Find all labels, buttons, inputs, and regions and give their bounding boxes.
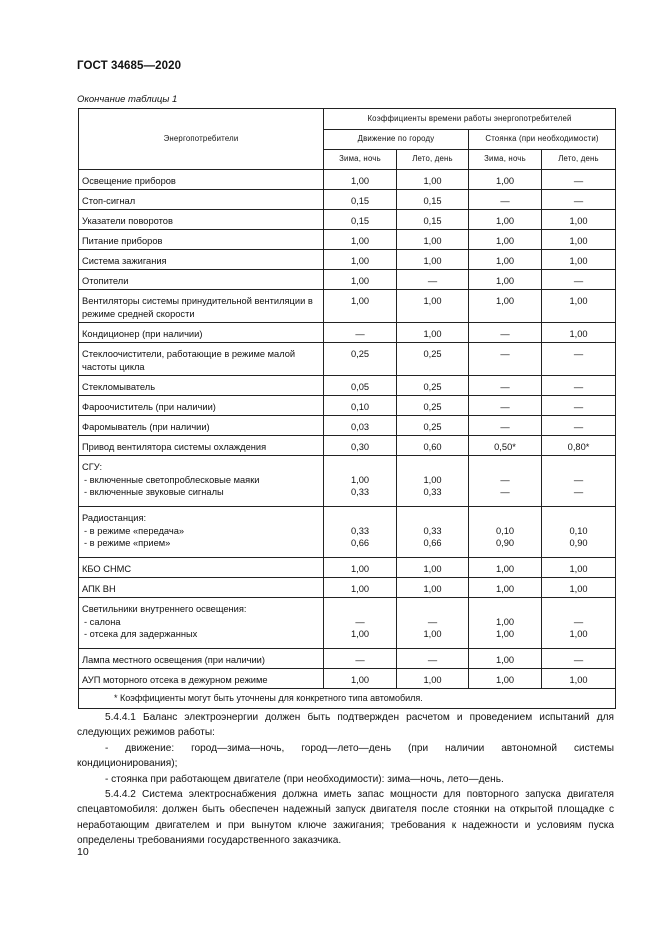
document-header: ГОСТ 34685—2020: [77, 60, 182, 72]
table-row: АПК ВН 1,00 1,00 1,00 1,00: [79, 578, 616, 598]
table-row: АУП моторного отсека в дежурном режиме 1,00 1,00 1,00 1,00: [79, 669, 616, 689]
header-coefficients: Коэффициенты времени работы энергопотребителей: [324, 109, 616, 130]
lights-title: Светильники внутреннего освещения:: [82, 604, 247, 614]
table-row: Кондиционер (при наличии) — 1,00 — 1,00: [79, 323, 616, 343]
header-parking: Стоянка (при необходимости): [469, 130, 616, 150]
table-row: КБО СНМС 1,00 1,00 1,00 1,00: [79, 558, 616, 578]
header-consumers: Энергопотребители: [79, 109, 324, 170]
table-row: Отопители 1,00 — 1,00 —: [79, 270, 616, 290]
table-row-sgu: СГУ: - включенные светопроблесковые маяки - включенные звуковые сигналы 1,00 0,33 1,00 0,33 — — — —: [79, 456, 616, 507]
table-row: Лампа местного освещения (при наличии) — — 1,00 —: [79, 649, 616, 669]
table-footnote: * Коэффициенты могут быть уточнены для конкретного типа автомобиля.: [79, 689, 616, 709]
table-row: Стеклоочистители, работающие в режиме малой частоты цикла 0,25 0,25 — —: [79, 343, 616, 376]
table-caption: Окончание таблицы 1: [77, 94, 178, 105]
table-row: Вентиляторы системы принудительной вентиляции в режиме средней скорости 1,00 1,00 1,00 1,00: [79, 290, 616, 323]
table-row-radio: Радиостанция: - в режиме «передача» - в режиме «прием» 0,33 0,66 0,33 0,66 0,10 0,90 0,10 0,90: [79, 507, 616, 558]
paragraph-list-item: - стоянка при работающем двигателе (при необходимости): зима—ночь, лето—день.: [105, 773, 504, 785]
table-row: Привод вентилятора системы охлаждения 0,30 0,60 0,50* 0,80*: [79, 436, 616, 456]
table-row: Питание приборов 1,00 1,00 1,00 1,00: [79, 230, 616, 250]
body-text: [77, 710, 614, 849]
table-row: Стоп-сигнал 0,15 0,15 — —: [79, 190, 616, 210]
header-city-summer-day: Лето, день: [397, 150, 469, 170]
table-row: Указатели поворотов 0,15 0,15 1,00 1,00: [79, 210, 616, 230]
page-number: 10: [77, 846, 89, 858]
table-row: Фароочиститель (при наличии) 0,10 0,25 — —: [79, 396, 616, 416]
paragraph-5-4-4-2: 5.4.4.2 Система электроснабжения должна иметь запас мощности для повторного запуска двигателя спецавтомобиля: должен быть обеспечен надежный запуск двигателя после стоянки на открытой площадке с неработающим двигателем и при вынутом ключе зажигания; требования к надежности и условиям пуска определены требованиями государственного заказчика.: [77, 789, 614, 847]
header-city-driving: Движение по городу: [324, 130, 469, 150]
table-row: Фаромыватель (при наличии) 0,03 0,25 — —: [79, 416, 616, 436]
radio-title: Радиостанция:: [82, 513, 147, 523]
header-city-winter-night: Зима, ночь: [324, 150, 397, 170]
table-row: Система зажигания 1,00 1,00 1,00 1,00: [79, 250, 616, 270]
table-row: Стекломыватель 0,05 0,25 — —: [79, 376, 616, 396]
table-row-lights: Светильники внутреннего освещения: - салона - отсека для задержанных — 1,00 — 1,00 1,00 1,00 — 1,00: [79, 598, 616, 649]
paragraph-list-item: - движение: город—зима—ночь, город—лето—день (при наличии автономной системы кондиционирования);: [77, 742, 614, 770]
header-parking-winter-night: Зима, ночь: [469, 150, 542, 170]
coefficients-table: [78, 108, 616, 709]
table-row: Освещение приборов 1,00 1,00 1,00 —: [79, 170, 616, 190]
header-parking-summer-day: Лето, день: [542, 150, 616, 170]
paragraph-5-4-4-1: 5.4.4.1 Баланс электроэнергии должен быть подтвержден расчетом и проведением испытаний для следующих режимов работы:: [77, 712, 614, 739]
sgu-title: СГУ:: [82, 462, 103, 472]
